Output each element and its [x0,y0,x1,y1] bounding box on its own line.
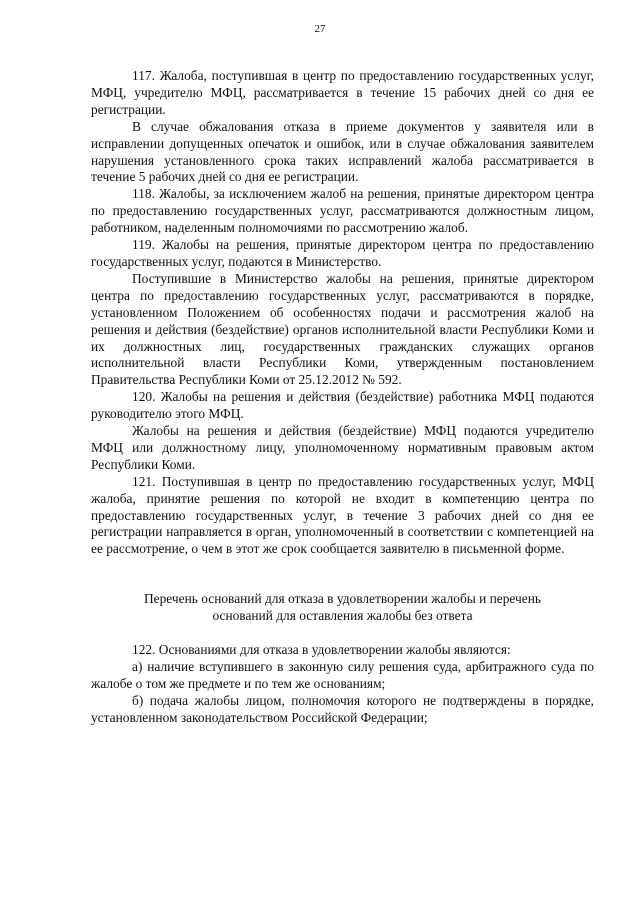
spacer [91,558,594,591]
paragraph-117-refusal: В случае обжалования отказа в приеме документов у заявителя или в исправлении допущенных опечаток и ошибок, или в случае обжалования заявителем нарушения установленного срока таких исправлений жалоба рассматривается в течение 5 рабочих дней со дня ее регистрации. [91,118,594,185]
section-heading-line-1: Перечень оснований для отказа в удовлетворении жалобы и перечень [144,591,541,607]
paragraph-120-mfc: Жалобы на решения и действия (бездействие) МФЦ подаются учредителю МФЦ или должностному лицу, уполномоченному нормативным правовым актом Республики Коми. [91,423,594,472]
paragraph-117: 117. Жалоба, поступившая в центр по предоставлению государственных услуг, МФЦ, учредителю МФЦ, рассматривается в течение 15 рабочих дней со дня ее регистрации. [91,68,594,117]
document-body [91,68,594,727]
paragraph-119: 119. Жалобы на решения, принятые директором центра по предоставлению государственных услуг, подаются в Министерство. [91,237,594,269]
paragraph-120: 120. Жалобы на решения и действия (бездействие) работника МФЦ подаются руководителю этого МФЦ. [91,389,594,422]
paragraph-122-b: б) подача жалобы лицом, полномочия которого не подтверждены в порядке, установленном законодательством Российской Федерации; [91,692,594,725]
section-heading-line-2: оснований для оставления жалобы без ответа [212,608,473,624]
paragraph-118: 118. Жалобы, за исключением жалоб на решения, принятые директором центра по предоставлению государственных услуг, рассматриваются должностным лицом, работником, наделенным полномочиями по рассмотрению жалоб. [91,186,594,236]
spacer [91,625,594,642]
paragraph-122-a: а) наличие вступившего в законную силу решения суда, арбитражного суда по жалобе о том же предмете и по тем же основаниям; [91,659,594,691]
paragraph-121: 121. Поступившая в центр по предоставлению государственных услуг, МФЦ жалоба, принятие решения по которой не входит в компетенцию центра по предоставлению государственных услуг, в течение 3 рабочих дней со дня ее регистрации направляется в орган, уполномоченный в соответствии с компетенцией на ее рассмотрение, о чем в этот же срок сообщается заявителю в письменной форме. [91,473,594,557]
paragraph-119-ministry: Поступившие в Министерство жалобы на решения, принятые директором центра по предоставлению государственных услуг, рассматриваются в порядке, установленном Положением об особенностях подачи и рассмотрения жалоб на решения и действия (бездействие) органов исполнительной власти Республики Коми и их должностных лиц, государственных гражданских служащих органов исполнительной власти Республики Коми, утвержденным постановлением Правительства Республики Коми от 25.12.2012 № 592. [91,270,594,388]
paragraph-122: 122. Основаниями для отказа в удовлетворении жалобы являются: [132,642,511,658]
page-number: 27 [314,23,326,35]
